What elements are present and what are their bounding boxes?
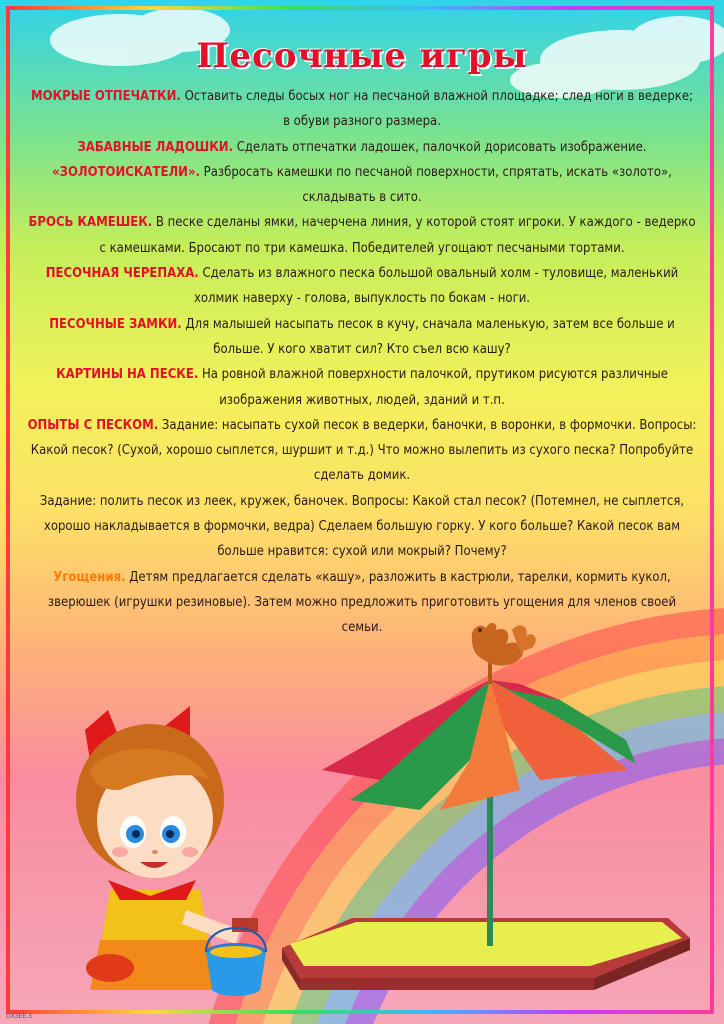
game-text: Оставить следы босых ног на песчаной влажной площадке; след ноги в ведерке; в обуви разного размера. xyxy=(180,89,694,130)
game-text: На ровной влажной поверхности палочкой, прутиком рисуются различные изображения животных, людей, зданий и т.п. xyxy=(198,367,668,408)
game-text: Разбросать камешки по песчаной поверхности, спрятать, искать «золото», складывать в сито. xyxy=(199,164,672,206)
corner-mark: DX3EE.3 xyxy=(6,1013,32,1020)
game-text: Сделать из влажного песка большой овальный холм - туловище, маленький холмик наверху - голова, выпуклость по бокам - ноги. xyxy=(193,266,679,307)
game-text: В песке сделаны ямки, начерчена линия, у которой стоят игроки. У каждого - ведерко с камешками. Бросают по три камешка. Победителей угощают песчаными тортами. xyxy=(99,215,696,256)
game-text: Детям предлагается сделать «кашу», разложить в кастрюли, тарелки, кормить кукол, зверюшек (игрушки резиновые). Затем можно предложить приготовить угощения для членов своей семьи. xyxy=(47,569,677,636)
sandbox-illustration xyxy=(282,680,690,990)
rooster-weathervane xyxy=(472,623,536,684)
game-label: Угощения. xyxy=(53,569,126,585)
game-label: ЗАБАВНЫЕ ЛАДОШКИ. xyxy=(77,139,234,155)
game-text: Для малышей насыпать песок в кучу, сначала маленькую, затем все больше и больше. У кого хватит сил? Кто съел всю кашу? xyxy=(181,316,675,357)
game-label: ПЕСОЧНАЯ ЧЕРЕПАХА. xyxy=(45,266,199,282)
game-label: КАРТИНЫ НА ПЕСКЕ. xyxy=(56,367,199,383)
game-text: Сделать отпечатки ладошек, палочкой дорисовать изображение. xyxy=(233,139,647,155)
poster-title: Песочные игры xyxy=(196,36,528,76)
game-label: «ЗОЛОТОИСКАТЕЛИ». xyxy=(52,164,200,180)
game-text: Задание: насыпать сухой песок в ведерки, баночки, в воронки, в формочки. Вопросы: Какой песок? (Сухой, хорошо сыплется, шуршит и т.д.) Что можно вылепить из сухого песка? Попробуйте сделать домик. xyxy=(30,417,697,484)
game-label: МОКРЫЕ ОТПЕЧАТКИ. xyxy=(30,89,181,104)
game-label: ПЕСОЧНЫЕ ЗАМКИ. xyxy=(49,316,182,332)
game-label: ОПЫТЫ С ПЕСКОМ. xyxy=(27,417,159,433)
game-label: БРОСЬ КАМЕШЕК. xyxy=(28,215,153,231)
game-text: Задание: полить песок из леек, кружек, баночек. Вопросы: Какой стал песок? (Потемнел, не сыплется, хорошо накладывается в формочки, ведра) Сделаем большую горку. У кого больше? Какой песок вам больше нравится: сухой или мокрый? Почему? xyxy=(39,493,685,560)
